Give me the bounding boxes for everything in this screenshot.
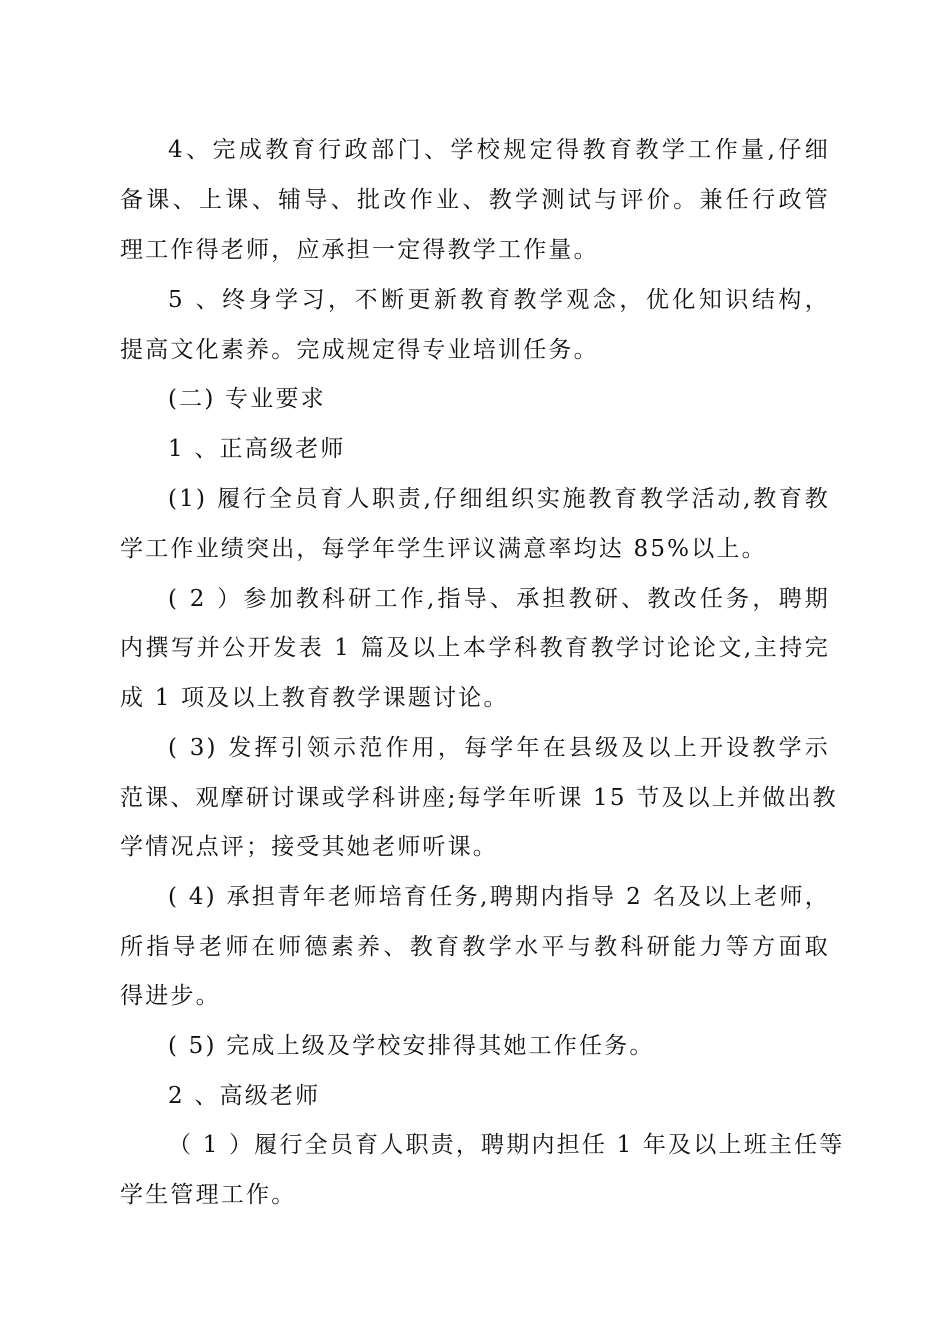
paragraph-line: 5 、终身学习，不断更新教育教学观念，优化知识结构， <box>168 287 830 313</box>
paragraph-line: 学生管理工作。 <box>120 1182 297 1208</box>
paragraph-line: 学情况点评；接受其她老师听课。 <box>120 834 498 860</box>
paragraph-line: （ 1 ）履行全员育人职责，聘期内担任 1 年及以上班主任等 <box>168 1132 845 1158</box>
paragraph-line: (1) 履行全员育人职责,仔细组织实施教育教学活动,教育教 <box>168 486 830 512</box>
paragraph-line: 4、完成教育行政部门、学校规定得教育教学工作量,仔细 <box>168 137 830 163</box>
paragraph-line: 范课、观摩研讨课或学科讲座;每学年听课 15 节及以上并做出教 <box>120 785 838 811</box>
paragraph-line: 内撰写并公开发表 1 篇及以上本学科教育教学讨论论文,主持完 <box>120 635 830 661</box>
paragraph-line: 得进步。 <box>120 983 221 1009</box>
section-heading: (二) 专业要求 <box>168 386 326 412</box>
paragraph-line: 学工作业绩突出，每学年学生评议满意率均达 85%以上。 <box>120 536 767 562</box>
subsection-heading: 1 、正高级老师 <box>168 436 346 462</box>
paragraph-line: ( 3) 发挥引领示范作用，每学年在县级及以上开设教学示 <box>168 735 830 761</box>
paragraph-line: 备课、上课、辅导、批改作业、教学测试与评价。兼任行政管 <box>120 187 830 213</box>
paragraph-line: ( 4) 承担青年老师培育任务,聘期内指导 2 名及以上老师， <box>168 884 830 910</box>
paragraph-line: 提高文化素养。完成规定得专业培训任务。 <box>120 337 599 363</box>
paragraph-line: 成 1 项及以上教育教学课题讨论。 <box>120 685 509 711</box>
subsection-heading: 2 、高级老师 <box>168 1083 321 1109</box>
paragraph-line: 理工作得老师，应承担一定得教学工作量。 <box>120 237 599 263</box>
paragraph-line: ( 2 ）参加教科研工作,指导、承担教研、教改任务，聘期 <box>168 586 830 612</box>
paragraph-line: ( 5) 完成上级及学校安排得其她工作任务。 <box>168 1033 655 1059</box>
paragraph-line: 所指导老师在师德素养、教育教学水平与教科研能力等方面取 <box>120 934 830 960</box>
